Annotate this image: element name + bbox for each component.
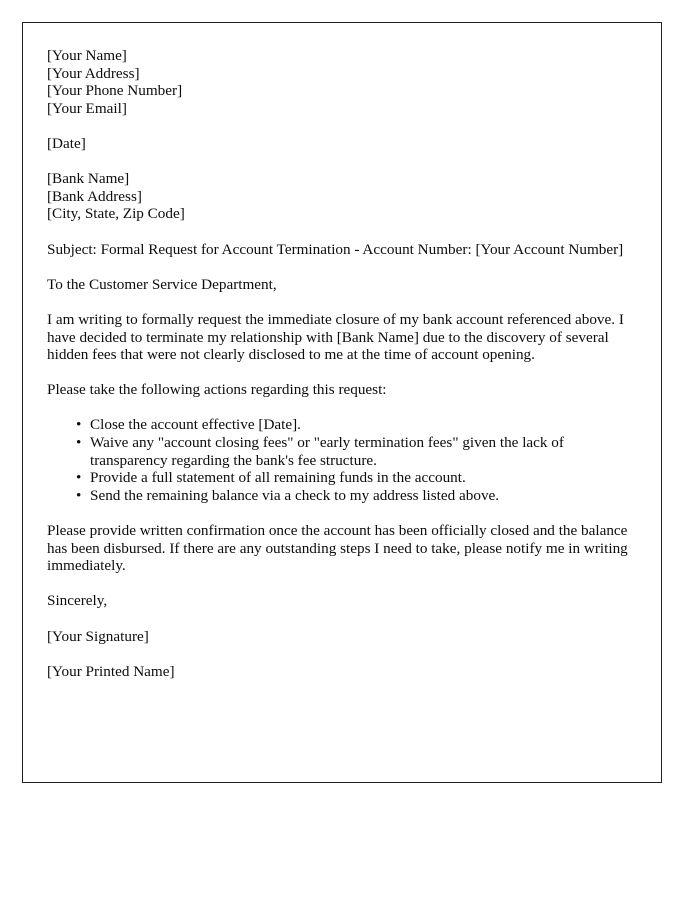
recipient-bank-name-line: [Bank Name] <box>47 170 130 188</box>
recipient-bank-address-line: [Bank Address] <box>47 187 142 205</box>
signature-placeholder: [Your Signature] <box>47 627 149 645</box>
action-list <box>47 416 633 504</box>
document-page <box>22 22 662 783</box>
body-paragraph-1: I am writing to formally request the immediate closure of my bank account referenced above. I have decided to terminate my relationship with [Bank Name] due to the discovery of several hidden fees that were not clearly disclosed to me at the time of account opening. <box>47 310 624 364</box>
sender-address-block <box>47 47 633 117</box>
list-item: • Waive any "account closing fees" or "early termination fees" given the lack of transparency regarding the bank's fee structure. <box>76 434 633 469</box>
list-item: • Close the account effective [Date]. <box>76 416 633 434</box>
sender-name-line: [Your Name] <box>47 47 127 64</box>
sender-email-line: [Your Email] <box>47 99 127 117</box>
salutation: To the Customer Service Department, <box>47 275 277 293</box>
printed-name-placeholder: [Your Printed Name] <box>47 662 175 680</box>
list-item: • Send the remaining balance via a check to my address listed above. <box>76 487 633 505</box>
action-list-intro: Please take the following actions regarding this request: <box>47 381 387 399</box>
date-block <box>47 135 633 153</box>
body-paragraph-2: Please provide written confirmation once the account has been officially closed and the balance has been disbursed. If there are any outstanding steps I need to take, please notify me in writing immediately. <box>47 522 628 575</box>
subject-line: Subject: Formal Request for Account Termination - Account Number: [Your Account Number] <box>47 240 624 258</box>
date-line: [Date] <box>47 134 86 152</box>
closing-salutation: Sincerely, <box>47 592 108 610</box>
letter-body <box>23 23 661 680</box>
recipient-address-block <box>47 170 633 223</box>
list-item: • Provide a full statement of all remaining funds in the account. <box>76 469 633 487</box>
recipient-city-state-zip-line: [City, State, Zip Code] <box>47 205 185 223</box>
sender-address-line: [Your Address] <box>47 64 140 82</box>
sender-phone-line: [Your Phone Number] <box>47 82 183 100</box>
